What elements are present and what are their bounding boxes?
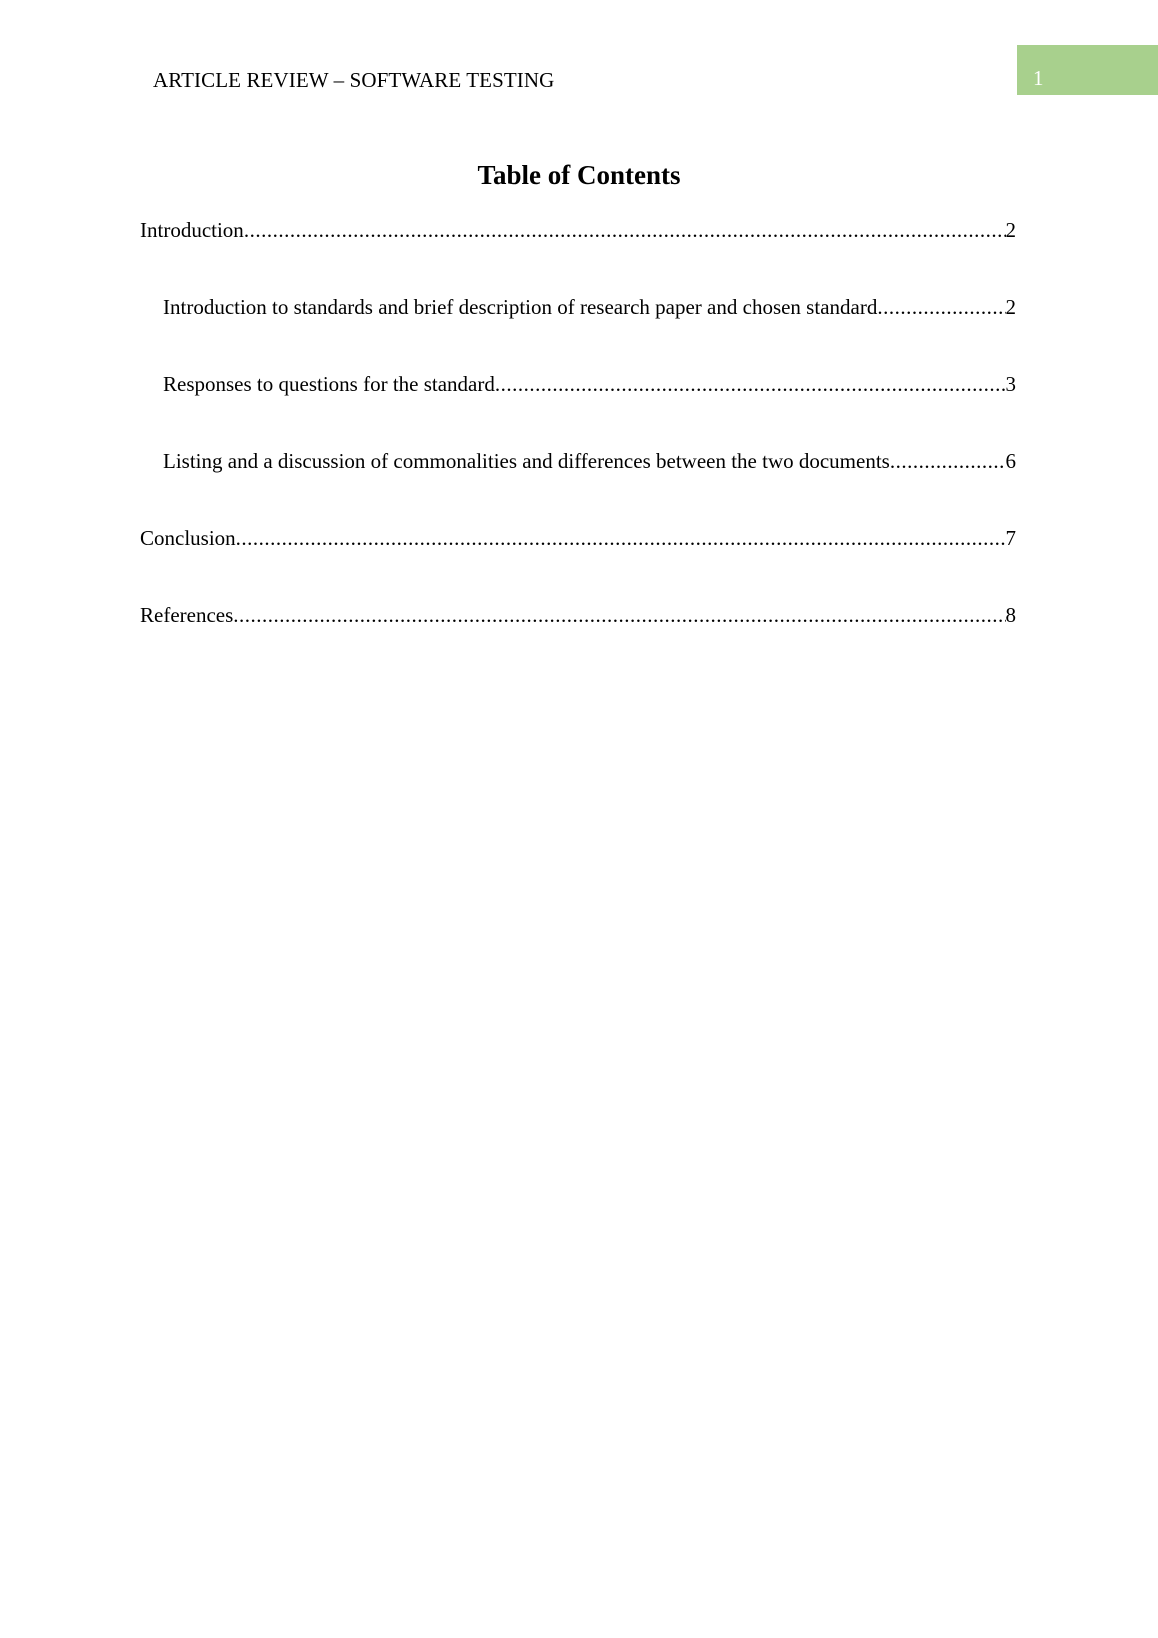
- toc-title: Table of Contents: [477, 160, 681, 190]
- toc-dot-leader: [877, 295, 1005, 320]
- toc-dot-leader: [495, 372, 1006, 397]
- running-header-title: ARTICLE REVIEW – SOFTWARE TESTING: [153, 68, 555, 92]
- toc-entry-page: 2: [1005, 295, 1016, 319]
- toc-dot-leader: [236, 526, 1006, 551]
- toc-entry-label: Conclusion: [140, 526, 236, 550]
- toc-dot-leader: [233, 603, 1005, 628]
- toc-dot-leader: [890, 449, 1006, 474]
- toc-entry-label: References: [140, 603, 234, 627]
- toc-entry-introduction-to-standards[interactable]: [140, 295, 1016, 372]
- toc-entry-references[interactable]: [140, 603, 1016, 680]
- toc-dot-leader: [244, 218, 1006, 243]
- toc-entry-page: 7: [1005, 526, 1016, 550]
- toc-entry-page: 2: [1005, 218, 1016, 242]
- toc-entry-page: 3: [1005, 372, 1016, 396]
- toc-entry-responses-to-questions[interactable]: [140, 372, 1016, 449]
- page-number-box: [1017, 45, 1158, 95]
- toc-entry-page: 8: [1005, 603, 1016, 627]
- toc-list: [140, 218, 1016, 680]
- toc-entry-label: Introduction: [140, 218, 244, 242]
- toc-entry-label: Responses to questions for the standard: [163, 372, 495, 396]
- toc-entry-label: Listing and a discussion of commonalities and differences between the two documents: [163, 449, 890, 473]
- toc-entry-label: Introduction to standards and brief description of research paper and chosen standard: [163, 295, 878, 319]
- toc-entry-conclusion[interactable]: [140, 526, 1016, 603]
- toc-entry-introduction[interactable]: [140, 218, 1016, 295]
- toc-entry-commonalities-and-differences[interactable]: [140, 449, 1016, 526]
- toc-entry-page: 6: [1005, 449, 1016, 473]
- page-number: 1: [1033, 66, 1044, 90]
